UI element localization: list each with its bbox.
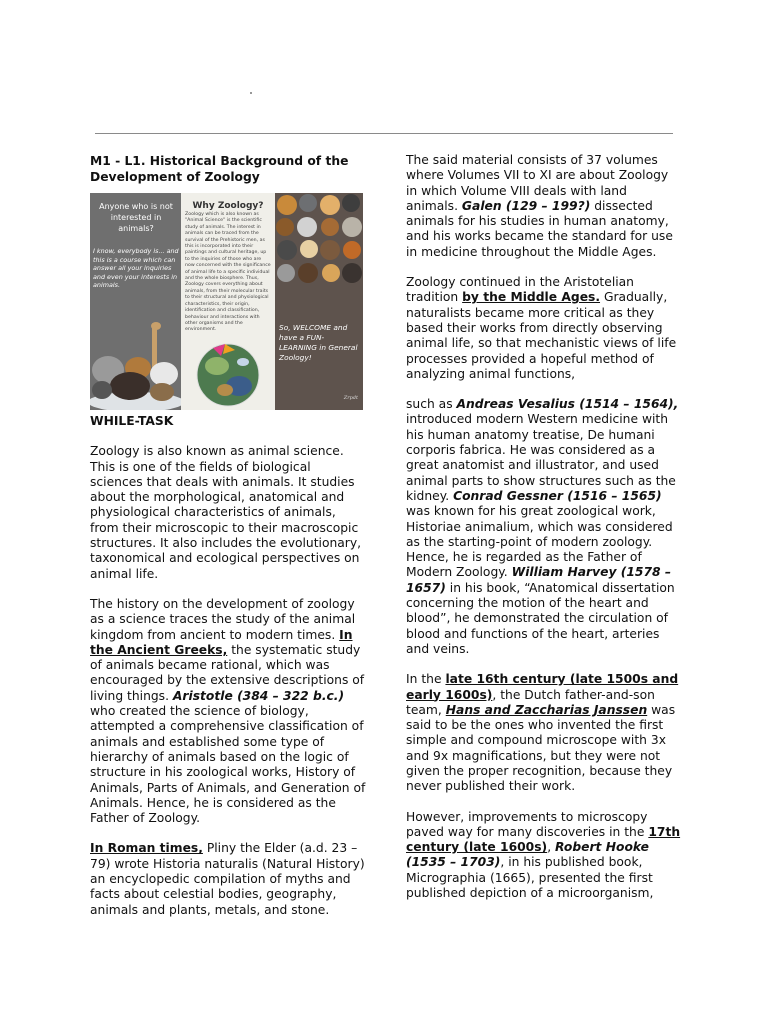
infographic-question: Anyone who is not interested in animals? — [99, 202, 173, 233]
nature-globe-image — [195, 342, 261, 408]
infographic-answer: I know, everybody is... and this is a course which can answer all your inquiries and even your interests in animals. — [93, 247, 179, 290]
paragraph-janssen: In the late 16th century (late 1500s and early 1600s), the Dutch father-and-son team, Hans and Zaccharias Janssen was said to be the ones who invented the first simple and compound microscope with 3x and 9x magnifications, but they were not given the proper recognition, because they never published their work. — [406, 672, 679, 794]
zoology-infographic — [90, 193, 363, 410]
roman-times-label: In Roman times, — [90, 841, 203, 856]
paragraph-middle-ages: Zoology continued in the Aristotelian tradition by the Middle Ages. Gradually, naturalists became more critical as they based their works from directly observing animal life, so that mechanistic views of life processes provided a hopeful method of analyzing animal functions, — [406, 275, 677, 381]
infographic-panel-welcome — [275, 193, 363, 410]
header-rule — [95, 133, 673, 134]
middle-ages-label: by the Middle Ages. — [462, 290, 601, 305]
late-16th-century-label: late 16th century (late 1500s and early 1600s) — [406, 672, 679, 702]
page-title: M1 - L1. Historical Background of the Development of Zoology — [90, 154, 349, 184]
animal-faces-collage — [275, 193, 363, 291]
paragraph-pliny-galen: The said material consists of 37 volumes where Volumes VII to XI are about Zoology in which Volume VIII deals with land animals. Galen (129 – 199?) dissected animals for his studies in human anatomy, and his works became the standard for use in medicine throughout the Middle Ages. — [406, 153, 673, 259]
17th-century-label: 17th century (late 1600s) — [406, 824, 681, 855]
gessner-name: Conrad Gessner (1516 – 1565) — [453, 488, 662, 503]
paragraph-hooke: However, improvements to microscopy paved way for many discoveries in the 17th century (late 1600s), Robert Hooke (1535 – 1703), in his published book, Micrographia (1665), presented the first published depiction of a microorganism, — [406, 809, 681, 901]
vesalius-name: Andreas Vesalius (1514 – 1564), — [456, 397, 679, 412]
janssen-name: Hans and Zaccharias Janssen — [445, 702, 648, 717]
ancient-greeks-link: In the Ancient Greeks, — [90, 627, 353, 657]
paragraph-zoology-definition: Zoology is also known as animal science. This is one of the fields of biological sciences that deals with animals. It studies about the morphological, anatomical and physiological characteristics of animals, from their microscopic to their macroscopic structures. It also includes the evolutionary, taxonomical and ecological perspectives on animal life. — [90, 444, 362, 581]
hooke-name: Robert Hooke (1535 – 1703) — [406, 840, 649, 870]
right-column — [406, 153, 682, 916]
aristotle-name: Aristotle (384 – 322 b.c.) — [172, 688, 345, 703]
infographic-why-text: Zoology which is also known as "Animal Science" is the scientific study of animals. The interest in animals can be traced from the survival of the Prehistoric men, as this is incorporated into their paintings and cultural heritage, up to the inquiries of those who are now concerned with the significance of animal life to a specific individual and the whole biosphere. Thus, Zoology covers everything about animals, from their molecular traits to their structural and physiological characteristics, their origin, identification and classification, behaviour and interactions with other organisms and the environment. — [185, 212, 271, 333]
while-task-heading: WHILE-TASK — [90, 414, 174, 428]
left-column — [90, 153, 366, 933]
animals-group-image — [90, 310, 181, 410]
paragraph-roman-times: In Roman times, Pliny the Elder (a.d. 23 – 79) wrote Historia naturalis (Natural History) an encyclopedic compilation of myths and facts about celestial bodies, geography, animals and plants, metals, and stone. — [90, 841, 365, 917]
galen-name: Galen (129 – 199?) — [461, 198, 591, 213]
infographic-panel-question — [90, 193, 181, 410]
paragraph-renaissance: such as Andreas Vesalius (1514 – 1564), introduced modern Western medicine with his human anatomy treatise, De humani corporis fabrica. He was considered as a great anatomist and illustrator, and used animal parts to show structures such as the kidney. Conrad Gessner (1516 – 1565) was known for his great zoological work, Historiae animalium, which was considered as the starting-point of modern zoology. Hence, he is regarded as the Father of Modern Zoology. William Harvey (1578 – 1657) in his book, “Anatomical dissertation concerning the motion of the heart and blood”, he demonstrated the circulation of blood and functions of the heart, arteries and veins. — [406, 397, 679, 656]
infographic-signature: Zrpdt — [343, 394, 358, 401]
stray-mark — [250, 92, 252, 94]
infographic-welcome-text: So, WELCOME and have a FUN-LEARNING in General Zoology! — [279, 323, 358, 362]
infographic-panel-why — [181, 193, 275, 410]
infographic-why-heading: Why Zoology? — [192, 201, 264, 211]
paragraph-ancient-greeks: The history on the development of zoology as a science traces the study of the animal kingdom from ancient to modern times. In the Ancient Greeks, the systematic study of animals became rational, which was encouraged by the extensive descriptions of living things. Aristotle (384 – 322 b.c.) who created the science of biology, attempted a comprehensive classification of animals and established some type of hierarchy of animals based on the logic of structure in his zoological works, History of Animals, Parts of Animals, and Generation of Animals. Hence, he is considered as the Father of Zoology. — [90, 596, 366, 826]
harvey-name: William Harvey (1578 – 1657) — [406, 565, 672, 595]
